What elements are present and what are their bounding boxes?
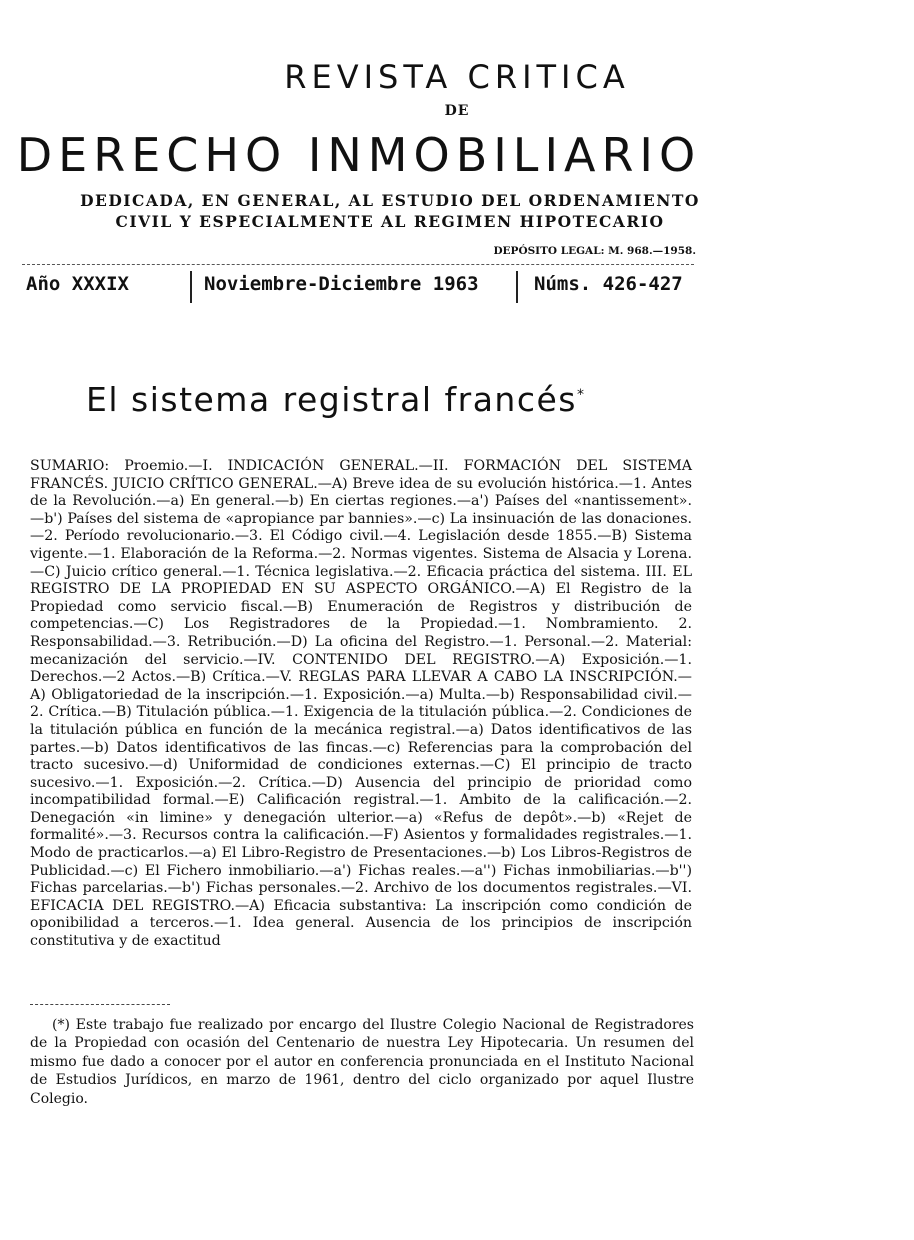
journal-title-de: DE [444, 103, 470, 119]
issue-divider [516, 271, 518, 303]
article-title [86, 380, 646, 419]
issue-info-bar [22, 264, 694, 305]
summary-text: SUMARIO: Proemio.—I. INDICACIÓN GENERAL.—II. FORMACIÓN DEL SISTEMA FRANCÉS. JUICIO CRÍTICO GENERAL.—A) Breve idea de su evolución histórica.—1. Antes de la Revolución.—a) En general.—b) En ciertas regiones.—a') Países del «nantissement».—b') Países del sistema de «apropiance par bannies».—c) La insinuación de las donaciones.—2. Período revolucionario.—3. El Código civil.—4. Legislación desde 1855.—B) Sistema vigente.—1. Elaboración de la Reforma.—2. Normas vigentes. Sistema de Alsacia y Lorena.—C) Juicio crítico general.—1. Técnica legislativa.—2. Eficacia práctica del sistema. III. EL REGISTRO DE LA PROPIEDAD EN SU ASPECTO ORGÁNICO.—A) El Registro de la Propiedad como servicio fiscal.—B) Enumeración de Registros y distribución de competencias.—C) Los Registradores de la Propiedad.—1. Nombramiento. 2. Responsabilidad.—3. Retribución.—D) La oficina del Registro.—1. Personal.—2. Material: mecanización del servicio.—IV. CONTENIDO DEL REGISTRO.—A) Exposición.—1. Derechos.—2 Actos.—B) Crítica.—V. REGLAS PARA LLEVAR A CABO LA INSCRIPCIÓN.—A) Obligatoriedad de la inscripción.—1. Exposición.—a) Multa.—b) Responsabilidad civil.—2. Crítica.—B) Titulación pública.—1. Exigencia de la titulación pública.—2. Condiciones de la titulación pública en función de la mecánica registral.—a) Datos identificativos de las partes.—b) Datos identificativos de las fincas.—c) Referencias para la comprobación del tracto sucesivo.—d) Uniformidad de condiciones externas.—C) El principio de tracto sucesivo.—1. Exposición.—2. Crítica.—D) Ausencia del principio de prioridad como incompatibilidad formal.—E) Calificación registral.—1. Ambito de la calificación.—2. Denegación «in limine» y denegación ulterior.—a) «Refus de depôt».—b) «Rejet de formalité».—3. Recursos contra la calificación.—F) Asientos y formalidades registrales.—1. Modo de practicarlos.—a) El Libro-Registro de Presentaciones.—b) Los Libros-Registros de Publicidad.—c) El Fichero inmobiliario.—a') Fichas reales.—a'') Fichas inmobiliarias.—b'') Fichas parcelarias.—b') Fichas personales.—2. Archivo de los documentos registrales.—VI. EFICACIA DEL REGISTRO.—A) Eficacia substantiva: La inscripción como condición de oponibilidad a terceros.—1. Idea general. Ausencia de los principios de inscripción constitutiva y de exactitud [30, 458, 692, 950]
issue-year: Año XXXIX [26, 273, 129, 295]
issue-divider [190, 271, 192, 303]
journal-title-line1: REVISTA CRITICA [284, 58, 630, 96]
deposito-legal: DEPÓSITO LEGAL: M. 968.—1958. [493, 245, 696, 257]
footnote-text: (*) Este trabajo fue realizado por encargo del Ilustre Colegio Nacional de Registradores de la Propiedad con ocasión del Centenario de nuestra Ley Hipotecaria. Un resumen del mismo fue dado a conocer por el autor en conferencia pronunciada en el Instituto Nacional de Estudios Jurídicos, en marzo de 1961, dentro del ciclo organizado por aquel Ilustre Colegio. [30, 1017, 694, 1107]
issue-number: Núms. 426-427 [534, 273, 683, 295]
issue-date: Noviembre-Diciembre 1963 [204, 273, 479, 295]
article-title-text: El sistema registral francés [86, 380, 577, 419]
footnote [30, 1016, 694, 1108]
footnote-separator [30, 1004, 170, 1005]
journal-subtitle [40, 190, 740, 232]
subtitle-line1: DEDICADA, EN GENERAL, AL ESTUDIO DEL ORDENAMIENTO [80, 191, 700, 210]
journal-title-line2: DERECHO INMOBILIARIO [16, 128, 702, 182]
footnote-marker: * [576, 387, 586, 403]
article-summary [30, 458, 692, 951]
subtitle-line2: CIVIL Y ESPECIALMENTE AL REGIMEN HIPOTECARIO [115, 212, 665, 231]
